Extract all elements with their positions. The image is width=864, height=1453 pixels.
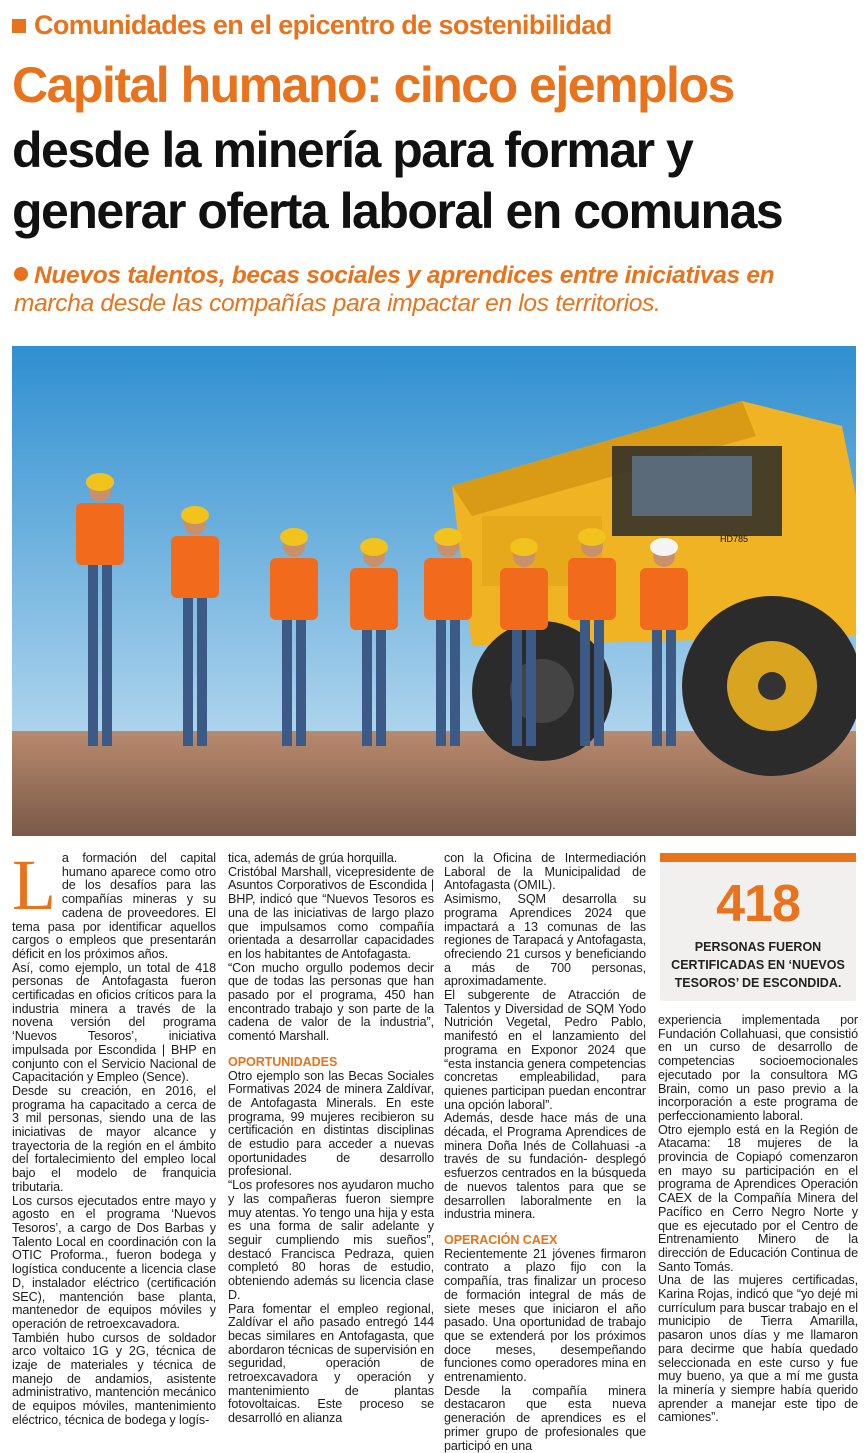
article-column-3 — [444, 852, 646, 1453]
paragraph: Otro ejemplo está en la Región de Atacama: 18 mujeres de la provincia de Copiapó comenzaron en mayo su participación en el programa de Aprendices Operación CAEX de la Compañía Minera del Pacífico en Cerro Negro Norte y que es ejecutado por el Centro de Entrenamiento Minero de la dirección de Educación Continua de Santo Tomás. — [658, 1122, 858, 1274]
stat-caption: PERSONAS FUERON CERTIFICADAS EN ‘NUEVOS TESOROS’ DE ESCONDIDA. — [671, 940, 845, 990]
paragraph: También hubo cursos de soldador arco voltaico 1G y 2G, técnica de izaje de materiales y técnica de manejo de andamios, asistente administrativo, mantención mecánico de equipos móviles, mantenimiento eléctrico, técnica de bodega y logís- — [12, 1330, 216, 1427]
paragraph: Desde su creación, en 2016, el programa ha capacitado a cerca de 3 mil personas, siendo una de las iniciativas de mayor alcance y trayectoria de la región en el ámbito del fortalecimiento del empleo local bajo el modelo de franquicia tributaria. — [12, 1083, 216, 1194]
stat-box — [660, 853, 856, 1001]
subheading-oportunidades: OPORTUNIDADES — [228, 1054, 338, 1069]
article-column-2 — [228, 852, 434, 1426]
paragraph: a formación del capital humano aparece como otro de los desafíos para las compañías mineras y su cadena de proveedores. El tema pasa por identificar aquellos cargos o empleos que presentarán déficit en los próximos años. — [12, 851, 216, 961]
stat-accent-bar — [660, 853, 856, 862]
headline-line-3: generar oferta laboral en comunas — [12, 183, 783, 239]
deck — [14, 262, 854, 318]
paragraph: Desde la compañía minera destacaron que esta nueva generación de aprendices es el primer grupo de profesionales que participó en una — [444, 1383, 646, 1453]
paragraph: El subgerente de Atracción de Talentos y Diversidad de SQM Yodo Nutrición Vegetal, Pedro Pablo, manifestó en el lanzamiento del programa en Exponor 2024 que “esta instancia genera competencias concretas empleabilidad, para quienes participan puedan encontrar una opción laboral”. — [444, 988, 646, 1112]
paragraph: Para fomentar el empleo regional, Zaldívar el año pasado entregó 144 becas similares en Antofagasta, que abordaron técnicas de supervisión en seguridad, operación de retroexcavadora y operación y mantenimiento de plantas fotovoltaicas. Este proceso se desarrolló en alianza — [228, 1301, 434, 1426]
paragraph: Además, desde hace más de una década, el Programa Aprendices de minera Doña Inés de Collahuasi -a través de su fundación- desplegó esfuerzos centrados en la búsqueda de nuevos talentos para que se desarrollen laboralmente en la industria minera. — [444, 1111, 646, 1222]
article-column-1 — [12, 845, 216, 1428]
paragraph: Asimismo, SQM desarrolla su programa Aprendices 2024 que impactará a 13 comunas de las regiones de Tarapacá y Antofagasta, ofreciendo 21 cursos y beneficiando a más de 700 personas, aproximadamente. — [444, 892, 646, 989]
article-column-4 — [658, 1014, 858, 1425]
kicker-text: Comunidades en el epicentro de sostenibilidad — [34, 10, 612, 40]
paragraph: Recientemente 21 jóvenes firmaron contrato a plazo fijo con la compañía, tras finalizar un proceso de formación integral de más de siete meses que iniciaron el año pasado. Una oportunidad de trabajo que se extenderá por los próximos doce meses, desempeñando funciones como operadores mina en entrenamiento. — [444, 1246, 646, 1385]
paragraph: con la Oficina de Intermediación Laboral de la Municipalidad de Antofagasta (OMIL). — [444, 851, 646, 893]
paragraph: Una de las mujeres certificadas, Karina Rojas, indicó que “yo dejé mi currículum para buscar trabajo en el municipio de Tierra Amarilla, pasaron unos días y me llamaron para decirme que había quedado seleccionada en este curso y fue muy bueno, ya que a mí me gusta la minería y siempre había querido aprender a manejar este tipo de camiones”. — [658, 1273, 858, 1425]
paragraph: Cristóbal Marshall, vicepresidente de Asuntos Corporativos de Escondida | BHP, indicó que “Nuevos Tesoros es una de las iniciativas de largo plazo que impulsamos como compañía orientada a desarrollar capacidades en los habitantes de Antofagasta. — [228, 864, 434, 961]
paragraph: Los cursos ejecutados entre mayo y agosto en el programa ‘Nuevos Tesoros’, a cargo de Dos Barbas y Talento Local en coordinación con la OTIC Proforma., fueron bodega y logística conducente a licencia clase D, instalador eléctrico (certificación SEC), mantención base planta, mantenedor de equipos móviles y operación de retroexcavadora. — [12, 1193, 216, 1331]
deck-regular: marcha desde las compañías para impactar en los territorios. — [14, 290, 661, 317]
truck-model-label: HD785 — [720, 534, 749, 544]
paragraph: tica, además de grúa horquilla. — [228, 851, 398, 865]
kicker-square-icon — [12, 19, 26, 33]
subheading-operacion-caex: OPERACIÓN CAEX — [444, 1232, 558, 1247]
paragraph: experiencia implementada por Fundación Collahuasi, que consistió en un curso de desarrollo de competencias socioemocionales ejecutado por la consultora MG Brain, como un paso previo a la incorporación a este programa de perfeccionamiento laboral. — [658, 1013, 858, 1123]
article-photo — [12, 346, 856, 836]
paragraph: “Los profesores nos ayudaron mucho y las compañeras fueron siempre muy atentas. Yo tengo una hija y esta es una forma de salir adelante y seguir cumpliendo mis sueños”, destacó Francisca Pedraza, quien completó 80 horas de estudio, obteniendo además su licencia clase D. — [228, 1178, 434, 1302]
deck-bullet-icon — [14, 267, 28, 281]
section-kicker — [12, 10, 612, 41]
headline-line-2: desde la minería para formar y — [12, 122, 693, 178]
paragraph: “Con mucho orgullo podemos decir que de todas las personas que han pasado por el programa, 450 han encontrado trabajo y son parte de la cadena de valor de la industria”, comentó Marshall. — [228, 960, 434, 1044]
stat-number: 418 — [716, 875, 800, 933]
headline-line-1: Capital humano: cinco ejemplos — [12, 57, 734, 113]
paragraph: Así, como ejemplo, un total de 418 personas de Antofagasta fueron certificadas en oficios críticos para la industria minera a través de la novena versión del programa ‘Nuevos Tesoros’, iniciativa impulsada por Escondida | BHP en conjunto con el Servicio Nacional de Capacitación y Empleo (Sence). — [12, 960, 216, 1085]
deck-bold: Nuevos talentos, becas sociales y aprendices entre iniciativas en — [34, 262, 775, 289]
dropcap: L — [12, 845, 56, 925]
paragraph: Otro ejemplo son las Becas Sociales Formativas 2024 de minera Zaldívar, de Antofagasta Minerals. En este programa, 99 mujeres recibieron su certificación en distintas disciplinas de estudio para acceder a nuevas oportunidades de desarrollo profesional. — [228, 1068, 434, 1179]
mining-truck-workers-image — [12, 346, 856, 836]
